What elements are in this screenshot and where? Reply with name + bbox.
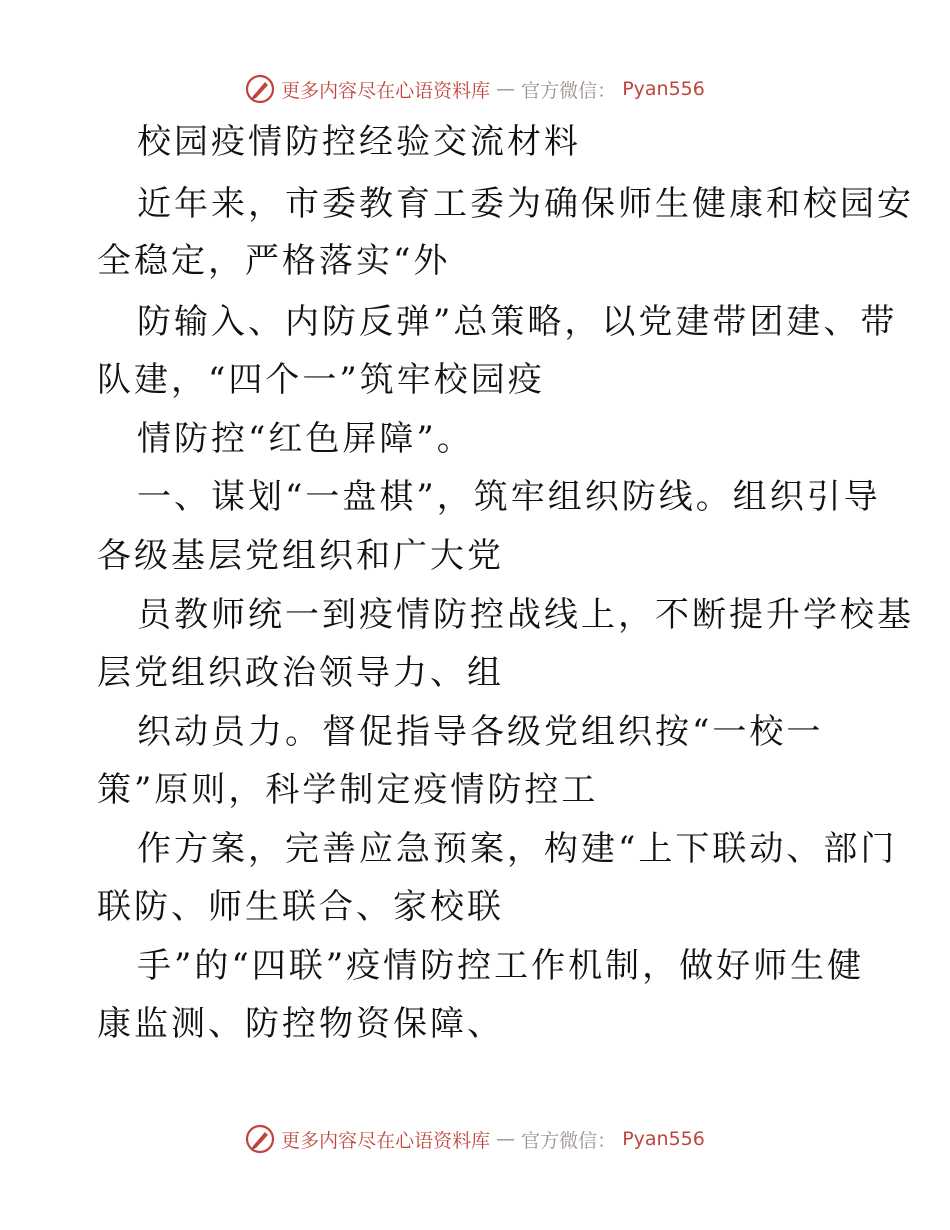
document-title: 校园疫情防控经验交流材料	[137, 122, 581, 162]
watermark-dash: —	[496, 1128, 516, 1150]
pen-logo-icon	[245, 1124, 275, 1154]
watermark-dash: —	[496, 78, 516, 100]
text-line: 织动员力。督促指导各级党组织按“一校一	[137, 712, 824, 752]
text-line: 情防控“红色屏障”。	[137, 419, 474, 459]
text-line: 一、谋划“一盘棋”，筑牢组织防线。组织引导	[137, 477, 881, 517]
watermark-label: 官方微信：	[521, 79, 617, 102]
watermark-id: Pyan556	[622, 1128, 705, 1150]
header-watermark	[0, 74, 950, 104]
text-line: 联防、师生联合、家校联	[97, 887, 504, 927]
watermark-prefix: 更多内容尽在心语资料库	[281, 1129, 491, 1152]
text-line: 全稳定，严格落实“外	[97, 241, 451, 281]
watermark-id: Pyan556	[622, 78, 705, 100]
text-line: 近年来，市委教育工委为确保师生健康和校园安	[137, 184, 914, 224]
pen-logo-icon	[245, 74, 275, 104]
text-line: 康监测、防控物资保障、	[97, 1004, 504, 1044]
text-line: 各级基层党组织和广大党	[97, 536, 504, 576]
text-line: 层党组织政治领导力、组	[97, 653, 504, 693]
text-line: 作方案，完善应急预案，构建“上下联动、部门	[137, 829, 898, 869]
text-line: 队建，“四个一”筑牢校园疫	[97, 360, 545, 400]
watermark-label: 官方微信：	[521, 1129, 617, 1152]
footer-watermark	[0, 1124, 950, 1154]
text-line: 手”的“四联”疫情防控工作机制，做好师生健	[137, 946, 865, 986]
watermark-prefix: 更多内容尽在心语资料库	[281, 79, 491, 102]
text-line: 员教师统一到疫情防控战线上，不断提升学校基	[137, 595, 914, 635]
text-line: 策”原则，科学制定疫情防控工	[97, 770, 599, 810]
text-line: 防输入、内防反弹”总策略，以党建带团建、带	[137, 302, 898, 342]
